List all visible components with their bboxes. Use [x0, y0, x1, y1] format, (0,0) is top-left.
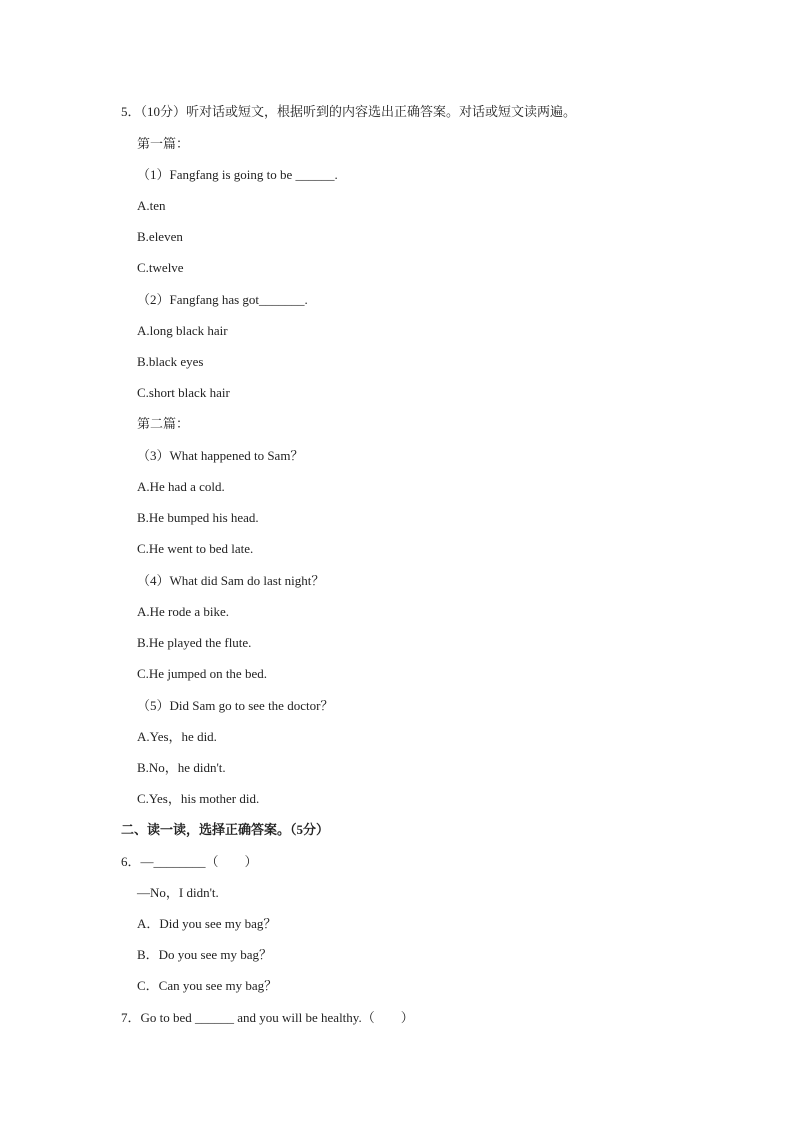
sub3-option-a: A.He had a cold. [137, 479, 225, 494]
sub3-option-b: B.He bumped his head. [137, 510, 259, 525]
sub5-option-c: C.Yes，his mother did. [137, 791, 260, 806]
section2-title: 二、读一读，选择正确答案。（5分） [121, 822, 330, 837]
sub2-option-c: C.short black hair [137, 385, 230, 400]
q5-stem: 5．（10分）听对话或短文，根据听到的内容选出正确答案。对话或短文读两遍。 [121, 104, 577, 119]
sub1-option-b: B.eleven [137, 229, 183, 244]
sub4-option-a: A.He rode a bike. [137, 604, 230, 619]
sub1-option-c: C.twelve [137, 260, 184, 275]
sub5-option-a: A.Yes，he did. [137, 729, 217, 744]
sub2-option-b: B.black eyes [137, 354, 204, 369]
sub5-option-b: B.No，he didn't. [137, 760, 226, 775]
q6-option-c: C．Can you see my bag？ [137, 978, 278, 993]
sub3-option-c: C.He went to bed late. [137, 541, 254, 556]
sub4-option-b: B.He played the flute. [137, 635, 252, 650]
part2-title: 第二篇： [137, 416, 190, 431]
q6-reply: —No，I didn't. [137, 885, 219, 900]
sub3-stem: （3）What happened to Sam？ [137, 448, 304, 463]
sub2-stem: （2）Fangfang has got_______. [137, 292, 308, 307]
q7-stem: 7．Go to bed ______ and you will be healthy.（ ） [121, 1010, 414, 1025]
sub5-stem: （5）Did Sam go to see the doctor？ [137, 698, 334, 713]
sub4-option-c: C.He jumped on the bed. [137, 666, 267, 681]
sub2-option-a: A.long black hair [137, 323, 228, 338]
sub1-option-a: A.ten [137, 198, 166, 213]
q6-option-a: A．Did you see my bag？ [137, 916, 277, 931]
q6-stem: 6．—________（ ） [121, 854, 258, 869]
sub4-stem: （4）What did Sam do last night？ [137, 573, 325, 588]
sub1-stem: （1）Fangfang is going to be ______. [137, 167, 338, 182]
q6-option-b: B．Do you see my bag？ [137, 947, 273, 962]
part1-title: 第一篇： [137, 136, 190, 151]
